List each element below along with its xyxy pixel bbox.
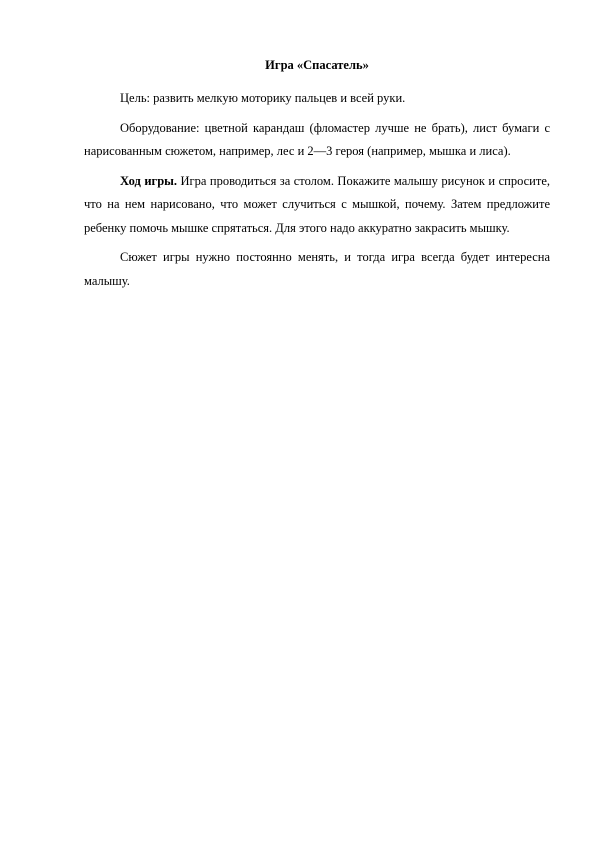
equipment-paragraph: Оборудование: цветной карандаш (фломастер лучше не брать), лист бумаги с нарисованным сюжетом, например, лес и 2—3 героя (например, мышка и лиса). (84, 120, 550, 158)
document-title: Игра «Спасатель» (265, 58, 369, 72)
game-course-text: Игра проводиться за столом. Покажите малышу рисунок и спросите, что на нем нарисовано, что может случиться с мышкой, почему. Затем предложите ребенку помочь мышке спрятаться. Для этого надо аккуратно закрасить мышку. (84, 173, 551, 235)
goal-paragraph: Цель: развить мелкую моторику пальцев и всей руки. (120, 91, 406, 105)
document-body (84, 57, 550, 304)
game-course-paragraph (84, 170, 550, 241)
game-course-label: Ход игры. (120, 173, 178, 188)
conclusion-paragraph: Сюжет игры нужно постоянно менять, и тогда игра всегда будет интересна малышу. (84, 250, 550, 288)
